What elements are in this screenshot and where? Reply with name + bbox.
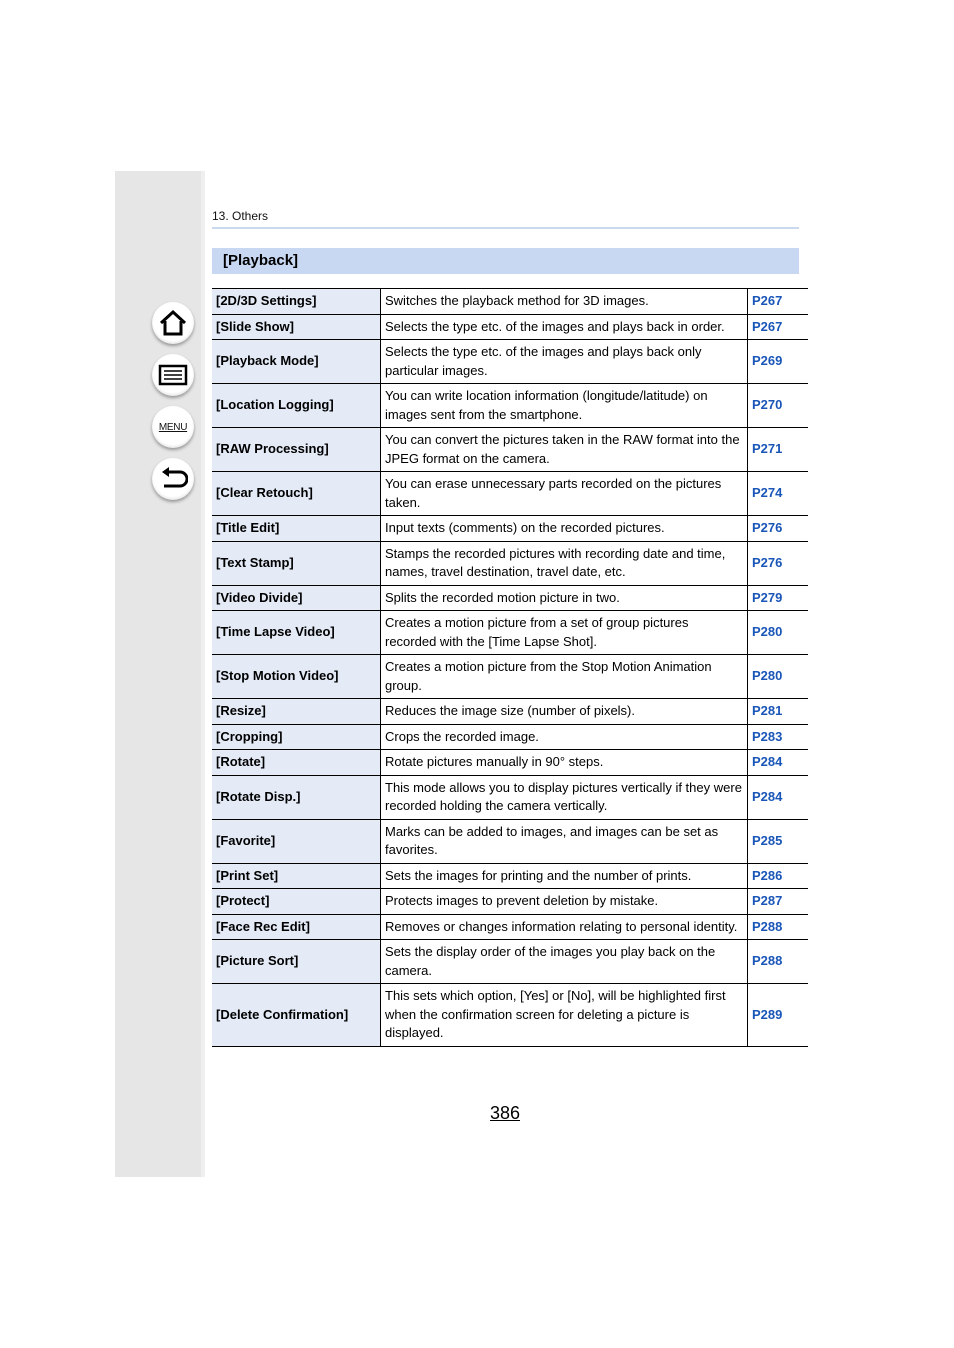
page-reference-link[interactable]: P286	[748, 863, 809, 889]
page-reference-link[interactable]: P283	[748, 724, 809, 750]
menu-item-name: [2D/3D Settings]	[212, 289, 381, 315]
menu-item-name: [Stop Motion Video]	[212, 655, 381, 699]
page-reference-link[interactable]: P284	[748, 750, 809, 776]
menu-item-name: [Rotate]	[212, 750, 381, 776]
page-reference-link[interactable]: P289	[748, 984, 809, 1047]
page-reference-link[interactable]: P285	[748, 819, 809, 863]
table-row	[212, 863, 808, 889]
home-button[interactable]	[152, 302, 194, 344]
table-row	[212, 428, 808, 472]
menu-item-name: [Resize]	[212, 699, 381, 725]
table-row	[212, 541, 808, 585]
section-title: [Playback]	[223, 252, 299, 269]
menu-item-description: Protects images to prevent deletion by mistake.	[381, 889, 748, 915]
table-row	[212, 914, 808, 940]
menu-item-name: [Favorite]	[212, 819, 381, 863]
contents-list-button[interactable]	[152, 354, 194, 396]
page-reference-link[interactable]: P267	[748, 289, 809, 315]
menu-item-name: [Text Stamp]	[212, 541, 381, 585]
menu-icon: MENU	[158, 421, 188, 433]
page-number: 386	[489, 1103, 521, 1123]
list-icon	[158, 363, 188, 387]
menu-item-description: Removes or changes information relating to personal identity.	[381, 914, 748, 940]
page-reference-link[interactable]: P267	[748, 314, 809, 340]
menu-item-description: Sets the display order of the images you play back on the camera.	[381, 940, 748, 984]
table-row	[212, 819, 808, 863]
menu-item-name: [Clear Retouch]	[212, 472, 381, 516]
menu-item-description: Input texts (comments) on the recorded pictures.	[381, 516, 748, 542]
menu-item-description: This mode allows you to display pictures vertically if they were recorded holding the camera vertically.	[381, 775, 748, 819]
menu-item-description: You can erase unnecessary parts recorded on the pictures taken.	[381, 472, 748, 516]
section-header	[212, 248, 799, 274]
table-row	[212, 340, 808, 384]
table-row	[212, 775, 808, 819]
table-row	[212, 984, 808, 1047]
home-icon	[158, 309, 188, 337]
page-reference-link[interactable]: P270	[748, 384, 809, 428]
page-reference-link[interactable]: P281	[748, 699, 809, 725]
menu-item-description: Creates a motion picture from the Stop Motion Animation group.	[381, 655, 748, 699]
page-reference-link[interactable]: P271	[748, 428, 809, 472]
back-icon	[158, 466, 188, 492]
table-row	[212, 516, 808, 542]
menu-button[interactable]	[152, 406, 194, 448]
menu-item-name: [Title Edit]	[212, 516, 381, 542]
page-reference-link[interactable]: P280	[748, 655, 809, 699]
page-reference-link[interactable]: P269	[748, 340, 809, 384]
menu-item-description: Rotate pictures manually in 90° steps.	[381, 750, 748, 776]
table-row	[212, 314, 808, 340]
menu-item-description: Crops the recorded image.	[381, 724, 748, 750]
page-reference-link[interactable]: P287	[748, 889, 809, 915]
table-row	[212, 750, 808, 776]
page-reference-link[interactable]: P276	[748, 541, 809, 585]
table-row	[212, 699, 808, 725]
menu-item-description: Stamps the recorded pictures with recording date and time, names, travel destination, travel date, etc.	[381, 541, 748, 585]
page-reference-link[interactable]: P288	[748, 940, 809, 984]
menu-item-description: Switches the playback method for 3D images.	[381, 289, 748, 315]
menu-item-name: [Location Logging]	[212, 384, 381, 428]
menu-item-description: Selects the type etc. of the images and plays back in order.	[381, 314, 748, 340]
table-row	[212, 384, 808, 428]
menu-item-description: This sets which option, [Yes] or [No], will be highlighted first when the confirmation screen for deleting a picture is displayed.	[381, 984, 748, 1047]
table-row	[212, 585, 808, 611]
menu-item-name: [Face Rec Edit]	[212, 914, 381, 940]
table-row	[212, 611, 808, 655]
menu-item-name: [Time Lapse Video]	[212, 611, 381, 655]
menu-item-name: [Rotate Disp.]	[212, 775, 381, 819]
playback-menu-table	[212, 288, 808, 1047]
table-row	[212, 940, 808, 984]
menu-item-name: [Picture Sort]	[212, 940, 381, 984]
menu-item-description: You can write location information (longitude/latitude) on images sent from the smartphone.	[381, 384, 748, 428]
menu-item-description: Sets the images for printing and the number of prints.	[381, 863, 748, 889]
page-reference-link[interactable]: P276	[748, 516, 809, 542]
menu-item-description: Reduces the image size (number of pixels).	[381, 699, 748, 725]
menu-item-name: [Cropping]	[212, 724, 381, 750]
menu-item-description: Creates a motion picture from a set of group pictures recorded with the [Time Lapse Shot].	[381, 611, 748, 655]
page-reference-link[interactable]: P288	[748, 914, 809, 940]
chapter-heading: 13. Others	[212, 209, 269, 223]
back-button[interactable]	[152, 458, 194, 500]
chapter-divider	[212, 227, 799, 229]
page-reference-link[interactable]: P274	[748, 472, 809, 516]
menu-item-name: [RAW Processing]	[212, 428, 381, 472]
menu-item-description: Selects the type etc. of the images and plays back only particular images.	[381, 340, 748, 384]
page-reference-link[interactable]: P280	[748, 611, 809, 655]
table-row	[212, 655, 808, 699]
table-row	[212, 289, 808, 315]
menu-item-name: [Playback Mode]	[212, 340, 381, 384]
table-row	[212, 472, 808, 516]
table-row	[212, 724, 808, 750]
menu-item-description: Splits the recorded motion picture in two.	[381, 585, 748, 611]
table-row	[212, 889, 808, 915]
menu-item-name: [Delete Confirmation]	[212, 984, 381, 1047]
menu-item-description: Marks can be added to images, and images can be set as favorites.	[381, 819, 748, 863]
menu-item-name: [Print Set]	[212, 863, 381, 889]
menu-item-description: You can convert the pictures taken in the RAW format into the JPEG format on the camera.	[381, 428, 748, 472]
menu-item-name: [Video Divide]	[212, 585, 381, 611]
sidebar-edge	[201, 171, 205, 1177]
menu-item-name: [Slide Show]	[212, 314, 381, 340]
page-reference-link[interactable]: P279	[748, 585, 809, 611]
menu-item-name: [Protect]	[212, 889, 381, 915]
page-reference-link[interactable]: P284	[748, 775, 809, 819]
